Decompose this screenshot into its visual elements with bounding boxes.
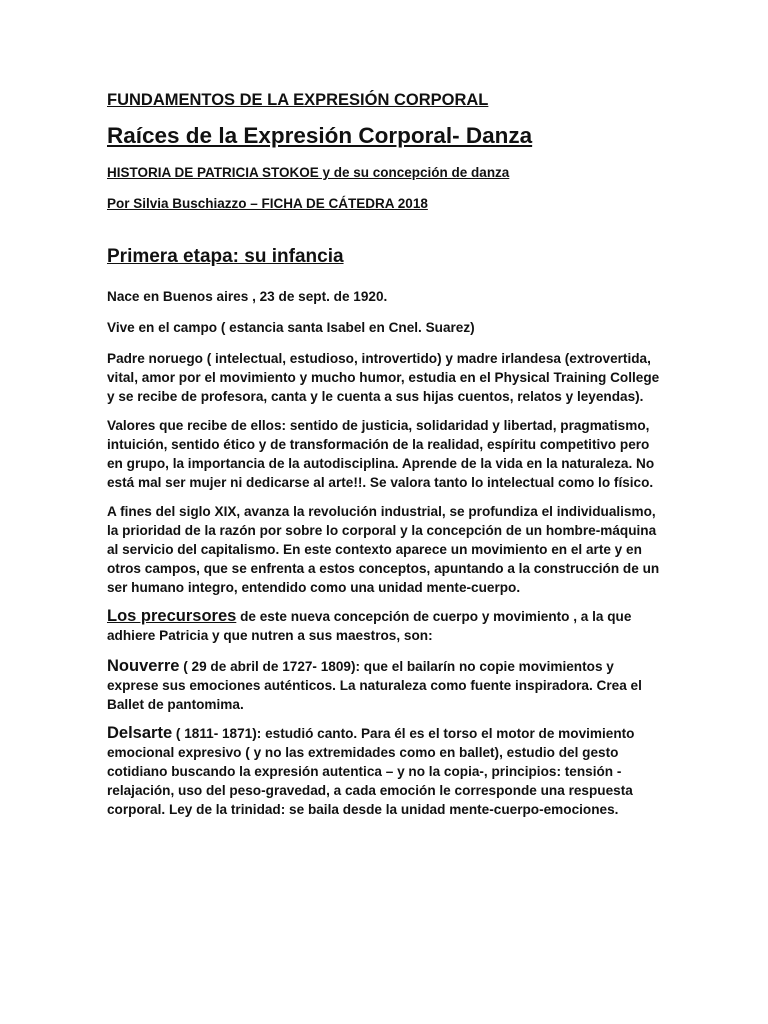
precursors-lead: Los precursores [107, 607, 237, 625]
paragraph-values: Valores que recibe de ellos: sentido de justicia, solidaridad y libertad, pragmatismo, intuición, sentido ético y de transformación de la realidad, espíritu competitivo pero en grupo, la importancia de la autodisciplina. Aprende de la vida en la naturaleza. No está mal ser mujer ni dedicarse al arte!!. Se valora tanto lo intelectual como lo físico. [107, 418, 655, 490]
document-page [107, 90, 667, 819]
delsarte-text: ( 1811- 1871): estudió canto. Para él es el torso el motor de movimiento emocional expresivo ( y no las extremidades como en ballet), estudio del gesto cotidiano buscando la expresión autentica – y no la copia-, principios: tensión - relajación, uso del peso-gravedad, a cada emoción le corresponde una respuesta corporal. Ley de la trinidad: se baila desde la unidad mente-cuerpo-emociones. [107, 726, 635, 817]
paragraph-lives: Vive en el campo ( estancia santa Isabel en Cnel. Suarez) [107, 320, 475, 335]
delsarte-lead: Delsarte [107, 724, 173, 742]
paragraph-precursors [107, 607, 667, 645]
paragraph-context: A fines del siglo XIX, avanza la revolución industrial, se profundiza el individualismo, la prioridad de la razón por sobre lo corporal y la concepción de un hombre-máquina al servicio del capitalismo. En este contexto aparece un movimiento en el arte y en otros campos, que se enfrenta a estos conceptos, apuntando a la construcción de un ser humano integro, entendido como una unidad mente-cuerpo. [107, 504, 660, 595]
precursors-text: de este nueva concepción de cuerpo y movimiento , a la que adhiere Patricia y que nutren a sus maestros, son: [107, 609, 632, 643]
section-title: Primera etapa: su infancia [107, 246, 344, 267]
main-title: Raíces de la Expresión Corporal- Danza [107, 123, 533, 148]
paragraph-parents: Padre noruego ( intelectual, estudioso, introvertido) y madre irlandesa (extrovertida, vital, amor por el movimiento y mucho humor, estudia en el Physical Training College y se recibe de profesora, canta y le cuenta a sus hijas cuentos, relatos y leyendas). [107, 351, 660, 404]
author-line: Por Silvia Buschiazzo – FICHA DE CÁTEDRA 2018 [107, 196, 428, 211]
paragraph-born: Nace en Buenos aires , 23 de sept. de 1920. [107, 289, 388, 304]
document-title: FUNDAMENTOS DE LA EXPRESIÓN CORPORAL [107, 91, 489, 109]
nouverre-lead: Nouverre [107, 657, 180, 675]
subtitle: HISTORIA DE PATRICIA STOKOE y de su concepción de danza [107, 165, 510, 180]
nouverre-text: ( 29 de abril de 1727- 1809): que el bailarín no copie movimientos y exprese sus emociones auténticos. La naturaleza como fuente inspiradora. Crea el Ballet de pantomima. [107, 659, 642, 712]
paragraph-nouverre [107, 657, 667, 714]
paragraph-delsarte [107, 724, 667, 819]
